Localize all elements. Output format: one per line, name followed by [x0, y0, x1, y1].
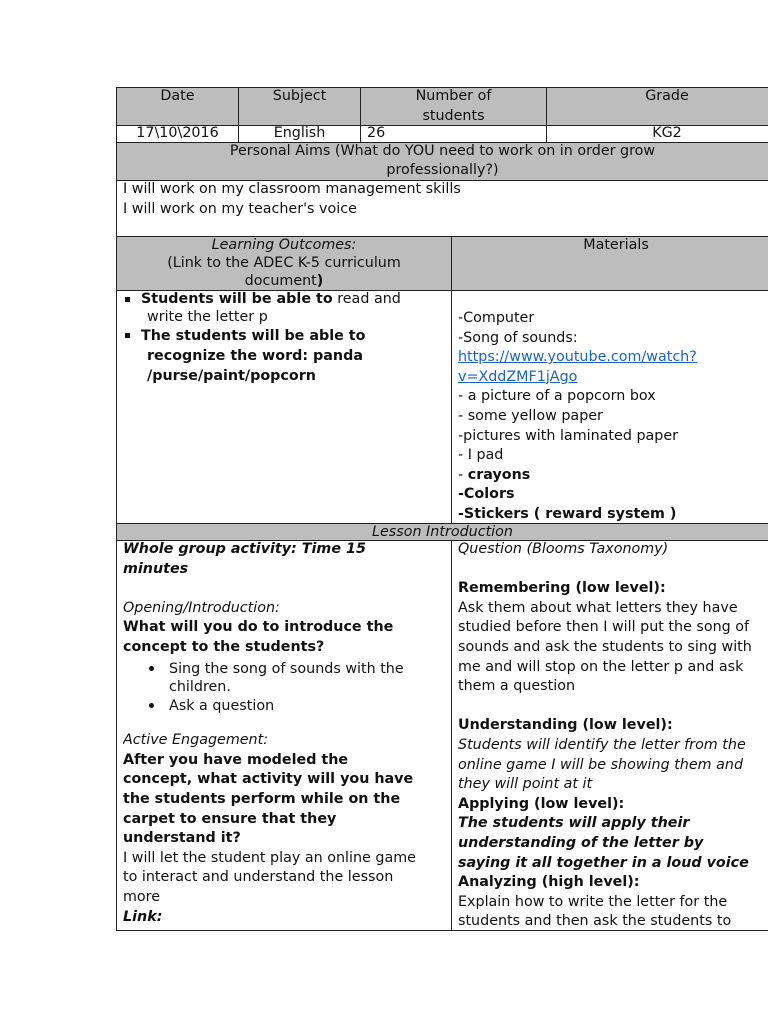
material-item: -Stickers ( reward system ) [458, 505, 677, 522]
material-item: -pictures with laminated paper [458, 427, 679, 444]
intro-heading: Lesson Introduction [372, 524, 513, 540]
students-header: Number of students [415, 88, 492, 124]
material-item: - crayons [458, 466, 531, 483]
material-item: -Song of sounds: [458, 329, 578, 346]
subject-value: English [273, 125, 326, 141]
material-item: -Colors [458, 486, 515, 503]
intro-bullet: Sing the song of sounds with the children. [123, 660, 449, 696]
aims-title: Personal Aims (What do YOU need to work on in order grow professionally?) [229, 143, 656, 178]
material-item: - a picture of a popcorn box [458, 388, 656, 405]
outcome-item: Students will be able to read and write the letter p [117, 290, 450, 326]
aims-body: I will work on my classroom management skills I will work on my teacher's voice [123, 181, 461, 217]
materials-list [458, 309, 768, 525]
grade-header: Grade [645, 88, 689, 104]
outcome-item: The students will be able to recognize the word: panda /purse/paint/popcorn [117, 326, 450, 386]
material-item: - some yellow paper [458, 407, 603, 424]
material-link[interactable]: v=XddZMF1jAgo [458, 368, 578, 385]
subject-header: Subject [272, 88, 327, 104]
outcomes-list [117, 290, 450, 386]
intro-left: Whole group activity: Time 15 minutes Opening/Introduction: What will you do to introduce the concept to the students? Sing the song of sounds with the children. Ask a question Active Engagement: After you have modeled the concept, what activity will you have the students perform while on the carpet to ensure that they understand it? I will let the student play an online game to interact and understand the lesson more Link: [123, 540, 449, 927]
students-value: 26 [367, 125, 386, 141]
material-item: -Computer [458, 310, 535, 326]
outcomes-heading: Learning Outcomes: (Link to the ADEC K-5 curriculum document) [167, 237, 401, 289]
material-link[interactable]: https://www.youtube.com/watch? [458, 349, 697, 366]
intro-right: Question (Blooms Taxonomy) Remembering (low level): Ask them about what letters they have studied before then I will put the song of sounds and ask the students to sing with me and will stop on the letter p and ask them a question Understanding (low level): Students will identify the letter from the online game I will be showing them and they will point at it Applying (low level): The students will apply their understanding of the letter by saying it all together in a loud voice Analyzing (high level): Explain how to write the letter for the students and then ask the students to [458, 541, 752, 930]
grade-value: KG2 [652, 125, 682, 141]
date-value: 17\10\2016 [136, 125, 219, 141]
materials-heading: Materials [583, 237, 649, 253]
intro-bullet: Ask a question [123, 697, 449, 715]
date-header: Date [160, 88, 195, 104]
material-item: - I pad [458, 447, 504, 464]
